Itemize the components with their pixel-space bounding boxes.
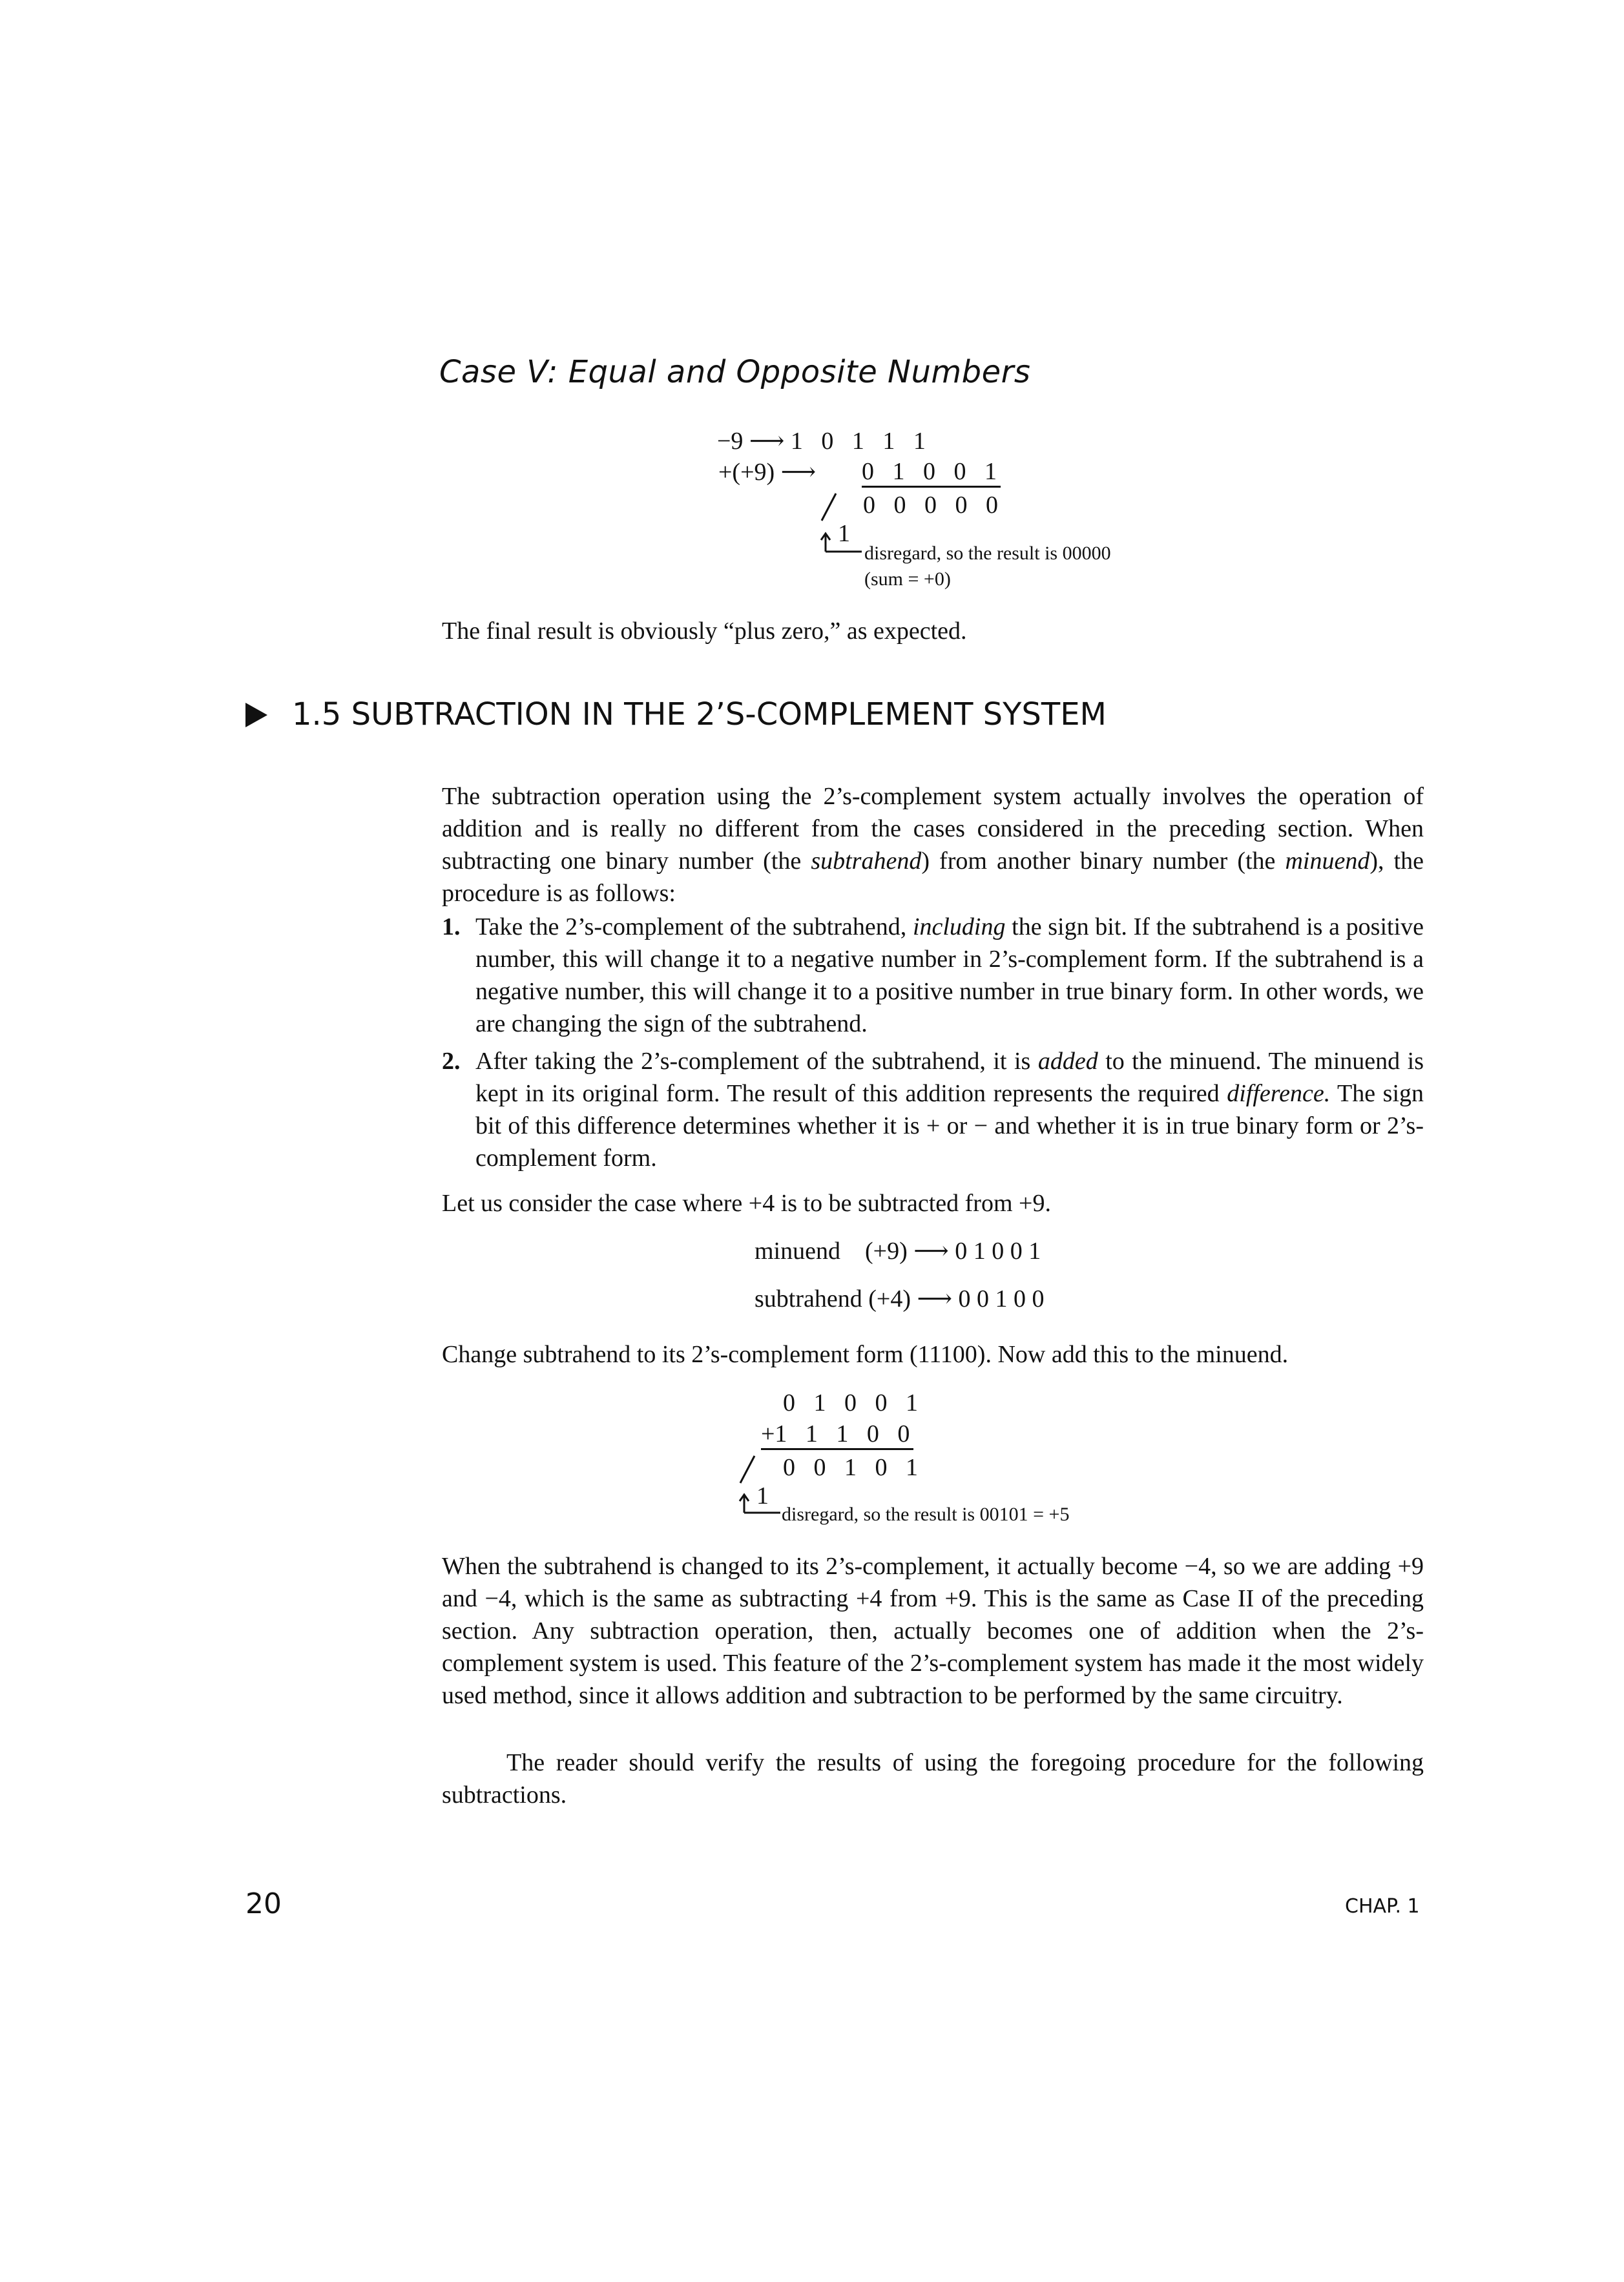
case-row-2-prefix: +(+9) ⟶ [718,459,817,486]
carry-strike-mark [738,1455,757,1484]
section-triangle-icon [245,703,267,727]
example-note: disregard, so the result is 00101 = +5 [782,1504,1070,1525]
section-heading [245,696,1107,732]
add-row-1: 0 1 0 0 1 [783,1389,918,1416]
closing-paragraph-1: When the subtrahend is changed to its 2’s-complement, it actually become −4, so we are adding +9 and −4, which is the same as subtracting +4 from +9. This is the same as Case II of the preceding section. Any subtraction operation, then, actually becomes one of addition when the 2’s-complement system is used. This feature of the 2’s-complement system has made it the most widely used method, since it allows addition and subtraction to be performed by the same circuitry. [442,1553,1424,1709]
chapter-label: CHAP. 1 [1345,1895,1420,1918]
case-row-3-bits: 0 0 0 0 0 [863,492,998,519]
list-item [442,1045,1424,1174]
step-emphasis: including [912,913,1006,940]
case-row-1: −9 ⟶ 1 0 1 1 1 [717,428,926,455]
list-item-number: 1. [442,913,461,940]
strike-line [822,493,836,521]
case-note-line-1: disregard, so the result is 00000 [864,543,1111,564]
closing-paragraph-2: The reader should verify the results of using the foregoing procedure for the following subtractions. [442,1749,1424,1809]
intro-emphasis-subtrahend: subtrahend [811,847,922,875]
step-text: After taking the 2’s-complement of the subtrahend, it is [475,1048,1038,1075]
example-minuend: minuend (+9) ⟶ 0 1 0 0 1 [755,1238,1041,1265]
step-emphasis: difference. [1227,1080,1331,1107]
example-change-text: Change subtrahend to its 2’s-complement form (11100). Now add this to the minuend. [442,1341,1289,1368]
case-conclusion: The final result is obviously “plus zero,” as expected. [442,617,967,645]
intro-emphasis-minuend: minuend [1285,847,1370,875]
add-row-2: +1 1 1 0 0 [761,1420,913,1450]
intro-text-3: ), the procedure is as follows: [442,847,1424,907]
case-title: Case V: Equal and Opposite Numbers [439,354,1031,390]
page-number: 20 [245,1887,282,1920]
step-text: the sign bit. If the subtrahend is a positive number, this will change it to a negative number in 2’s-complement form. If the subtrahend is a negative number, this will change it to a positive number in true binary form. In other words, we are changing the sign of the subtrahend. [475,913,1424,1037]
intro-text-1: The subtraction operation using the 2’s-complement system actually involves the operation of addition and is really no different from the cases considered in the preceding section. When subtracting one binary number (the [442,783,1424,875]
step-text: Take the 2’s-complement of the subtrahend, [475,913,913,940]
case-note-line-2: (sum = +0) [864,568,951,590]
intro-text-2: ) from another binary number (the [921,847,1286,875]
step-text: to the minuend. The minuend is kept in its original form. The result of this addition represents the required [475,1048,1424,1107]
list-item-number: 2. [442,1048,461,1075]
step-text: The sign bit of this difference determines whether it is + or − and whether it is in true binary form or 2’s-complement form. [475,1080,1424,1172]
strike-line [740,1456,755,1483]
list-item [442,911,1424,1040]
carry-value: 1 [838,520,850,547]
carry-strike-mark [819,492,838,522]
example-intro: Let us consider the case where +4 is to be subtracted from +9. [442,1190,1051,1217]
section-title: 1.5 SUBTRACTION IN THE 2’S-COMPLEMENT SYSTEM [292,696,1107,732]
step-emphasis: added [1037,1048,1098,1075]
add-row-3: 0 0 1 0 1 [783,1454,918,1481]
disregard-arrow-icon [738,1492,783,1518]
intro-paragraph [442,780,1424,909]
case-row-2-bits: 0 1 0 0 1 [862,457,1001,488]
disregard-arrow-icon [819,531,864,557]
carry-value: 1 [756,1482,769,1509]
example-subtrahend: subtrahend (+4) ⟶ 0 0 1 0 0 [755,1285,1045,1312]
procedure-list [442,911,1424,1179]
